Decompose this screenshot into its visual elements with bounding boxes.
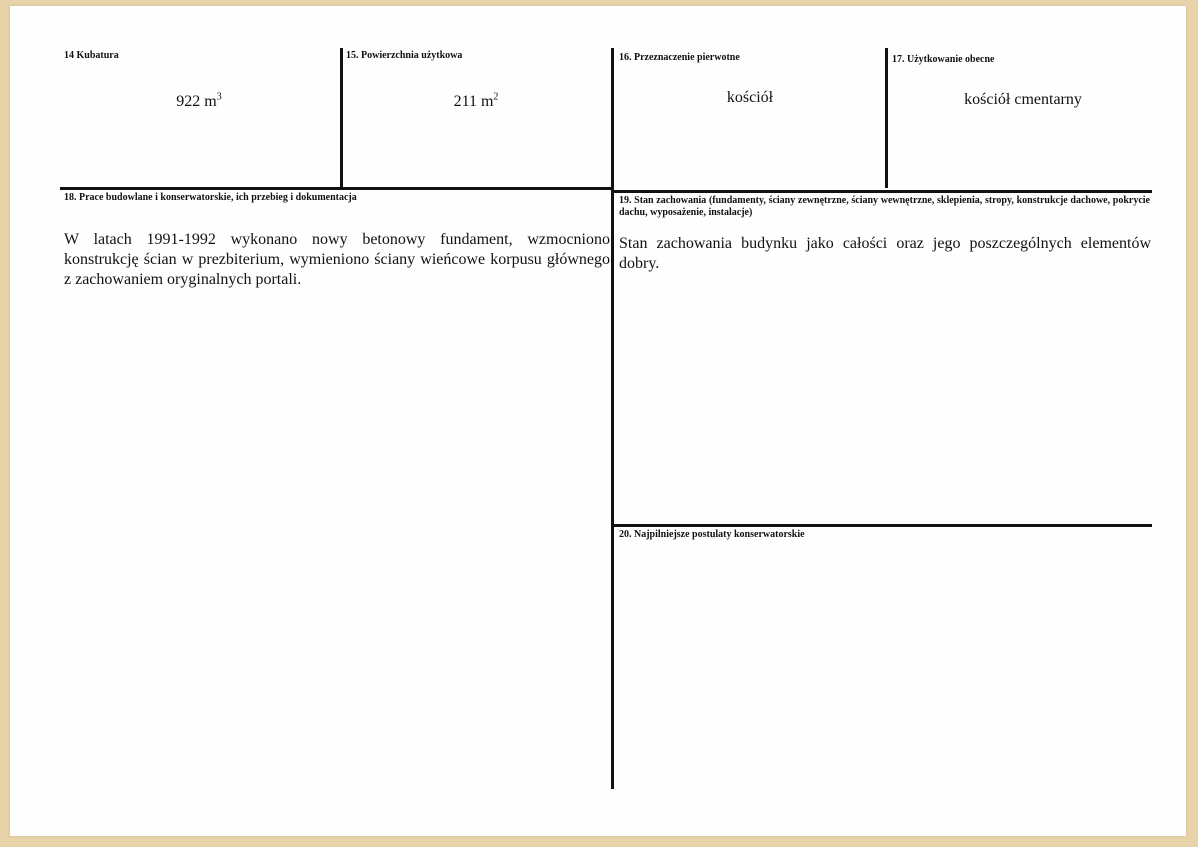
field-14-number: 922 m: [176, 93, 217, 110]
divider-18-19: [611, 187, 614, 789]
field-15-number: 211 m: [453, 93, 494, 110]
field-15-label: 15. Powierzchnia użytkowa: [346, 50, 463, 61]
field-16-label: 16. Przeznaczenie pierwotne: [619, 52, 740, 63]
field-14-exponent: 3: [216, 91, 222, 103]
field-19-label: 19. Stan zachowania (fundamenty, ściany zewnętrzne, ściany wewnętrzne, sklepienia, stropy, konstrukcje dachowe, pokrycie dachu, wyposażenie, instalacje): [619, 195, 1150, 218]
field-18-label: 18. Prace budowlane i konserwatorskie, ich przebieg i dokumentacja: [64, 192, 357, 203]
divider-14-15: [340, 48, 343, 188]
field-17-value: kościół cmentarny: [964, 91, 1082, 108]
field-16-value: kościół: [726, 89, 774, 106]
field-18-text: W latach 1991-1992 wykonano nowy betonowy fundament, wzmocniono konstrukcję ścian w prezbiterium, wymieniono ściany wieńcowe korpusu głównego z zachowaniem oryginalnych portali.: [64, 231, 610, 288]
field-19-text: Stan zachowania budynku jako całości oraz jego poszczególnych elementów dobry.: [619, 235, 1151, 272]
field-14-label: 14 Kubatura: [64, 50, 119, 61]
divider-15-16: [611, 48, 614, 188]
divider-row-left: [60, 187, 614, 190]
divider-16-17: [885, 48, 888, 188]
divider-row-right: [611, 190, 1152, 193]
field-15-exponent: 2: [493, 91, 499, 103]
form-sheet: [10, 6, 1186, 836]
divider-19-20: [611, 524, 1152, 527]
field-14-value: [64, 92, 334, 112]
field-15-value: [346, 92, 606, 112]
field-17-label: 17. Użytkowanie obecne: [892, 54, 995, 65]
field-20-label: 20. Najpilniejsze postulaty konserwatorskie: [619, 529, 805, 540]
